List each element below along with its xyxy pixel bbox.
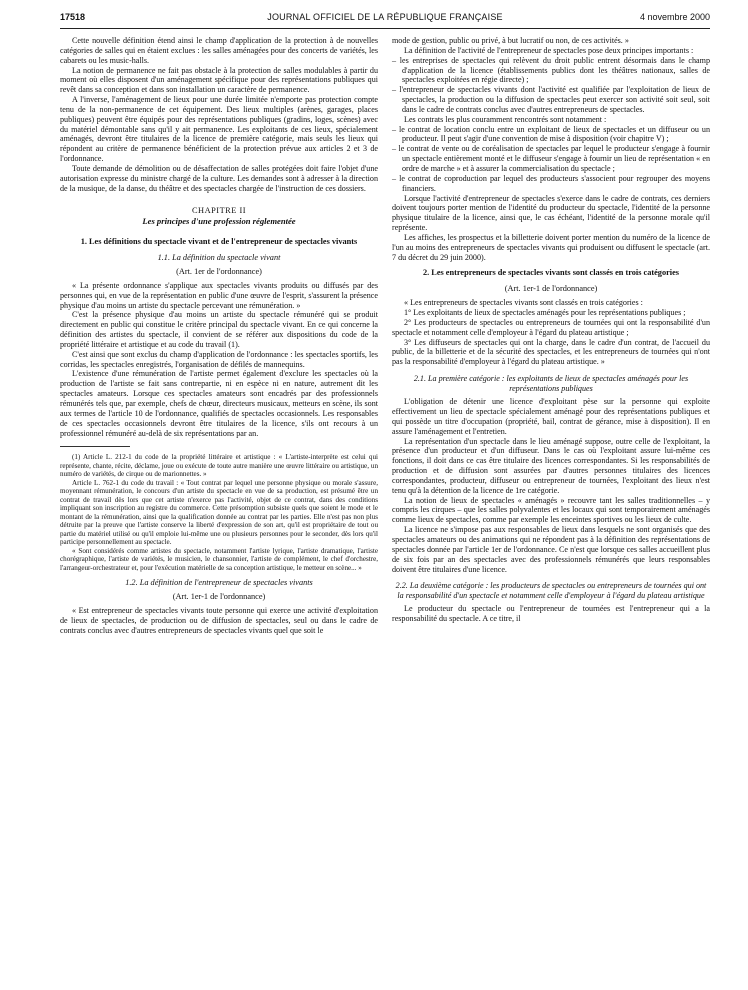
paragraph: La définition de l'activité de l'entrepreneur de spectacles pose deux principes importants : xyxy=(404,45,694,55)
list-item: – le contrat de coproduction par lequel des producteurs s'associent pour regrouper des moyens financiers. xyxy=(392,173,710,193)
paragraph: Les contrats les plus couramment rencontrés sont notamment : xyxy=(404,114,607,124)
article-reference: (Art. 1er-1 de l'ordonnance) xyxy=(172,592,266,602)
list-item: 2° Les producteurs de spectacles ou entrepreneurs de tournées qui ont la responsabilité d'un spectacle et notamment celle d'employeur à l'égard du plateau artistique ; xyxy=(392,317,710,337)
paragraph: Lorsque l'activité d'entrepreneur de spectacles s'exerce dans le cadre de contrats, ces derniers doivent toujours porter mention de l'identité du producteur du spectacle, l'identité de la personne physique titulaire de la licence, ainsi que, le cas échéant, l'identité de la personne morale qu'il représente. xyxy=(392,193,710,233)
section-heading: 2. Les entrepreneurs de spectacles vivants sont classés en trois catégories xyxy=(422,268,680,278)
list-item: 1° Les exploitants de lieux de spectacles aménagés pour les représentations publiques ; xyxy=(404,308,686,318)
paragraph: L'obligation de détenir une licence d'exploitant pèse sur la personne qui exploite effectivement un lieu de spectacle spécialement aménagé pour des représentations publiques et qui possède un titre d'occupation (propriété, bail, contrat de gérance, mise à disposition). Il en assure l'aménagement et l'entretien. xyxy=(392,397,710,436)
paragraph: Cette nouvelle définition étend ainsi le champ d'application de la protection à de nouvelles catégories de salles qui en étaient exclues : les salles aménagées pour des concerts de variétés, les cabarets ou les music-halls. xyxy=(60,36,378,65)
journal-title: JOURNAL OFFICIEL DE LA RÉPUBLIQUE FRANÇAISE xyxy=(267,12,503,22)
page-header xyxy=(60,12,710,28)
paragraph: La licence ne s'impose pas aux responsables de lieux dans lesquels ne sont organisés que des spectacles amateurs ou des animations qui ne répondent pas à la définition des représentations de spectacles donnée par l'article 1er de l'ordonnance. Ce n'est que lorsque ces salles accueillent plus de six fois par an des spectacles avec des professionnels rémunérés que leurs responsables doivent être titulaires d'une licence. xyxy=(392,525,710,574)
list-item: – le contrat de vente ou de coréalisation de spectacles par lequel le producteur s'engage à fournir un spectacle entièrement monté et le diffuseur s'engage à fournir un lieu de représentation « en ordre de marche » et à assurer la commercialisation du spectacle ; xyxy=(392,144,710,173)
right-column xyxy=(392,36,710,624)
subsection-heading: 2.2. La deuxième catégorie : les producteurs de spectacles ou entrepreneurs de tournées qui ont la responsabilité d'un spectacle et notamment celle d'employeur à l'égard du plateau artistique xyxy=(395,581,707,600)
footnote-rule xyxy=(60,446,130,447)
footnotes xyxy=(60,453,378,572)
article-reference: (Art. 1er de l'ordonnance) xyxy=(176,267,262,277)
paragraph: mode de gestion, public ou privé, à but lucratif ou non, de ces activités. » xyxy=(392,36,629,45)
subsection-heading: 1.1. La définition du spectacle vivant xyxy=(157,253,281,263)
quotation: « Est entrepreneur de spectacles vivants toute personne qui exerce une activité d'exploitation de lieux de spectacles, de production ou de diffusion de spectacles, seul ou dans le cadre de contrats conclus avec d'autres entrepreneurs de spectacles vivants quel que soit le xyxy=(60,606,378,635)
chapter-heading: CHAPITRE II xyxy=(191,205,247,215)
paragraph: L'existence d'une rémunération de l'artiste permet également d'exclure les spectacles où la production de l'artiste se fait sans contrepartie, ni en espèce ni en nature, autrement dit les spectacles amateurs. Lorsque ces spectacles amateurs sont encadrés par des professionnels rémunérés tels que, par exemple, chefs de chœur, directeurs musicaux, metteurs en scène, ils sont aux termes de l'article 10 de l'ordonnance, qualifiés de spectacles occasionnels. Les responsables de ces spectacles occasionnels devront être titulaires de la licence, s'ils ont recours à un professionnel rémunéré au-delà de six représentations par an. xyxy=(60,369,378,438)
issue-date: 4 novembre 2000 xyxy=(639,12,710,22)
quotation: « La présente ordonnance s'applique aux spectacles vivants produits ou diffusés par des personnes qui, en vue de la représentation en public d'une œuvre de l'esprit, s'assurent la présence physique d'au moins un artiste du spectacle percevant une rémunération. » xyxy=(60,280,378,310)
paragraph: A l'inverse, l'aménagement de lieux pour une durée limitée n'emporte pas protection compte tenu de la non-permanence de cet équipement. Des lieux multiples (arènes, garages, places publiques) peuvent être équipés pour des représentations publiques (gradins, loges, scènes) avec du matériel démontable sans qu'il y ait permanence. Les exploitants de ces lieux, spécialement aménagés, devront être titulaires de la licence de première catégorie, mais seuls les lieux qui répondent au critère de permanence bénéficient de la protection prévue aux articles 2 et 3 de l'ordonnance. xyxy=(60,95,378,164)
list-item: – le contrat de location conclu entre un exploitant de lieux de spectacles et un diffuseur ou un producteur. Il peut s'agir d'une convention de mise à disposition (voir chapitre V) ; xyxy=(392,124,710,144)
section-heading: 1. Les définitions du spectacle vivant et de l'entrepreneur de spectacles vivants xyxy=(80,237,358,247)
paragraph: Le producteur du spectacle ou l'entrepreneur de tournées est l'entrepreneur qui a la responsabilité du spectacle. A ce titre, il xyxy=(392,604,710,624)
paragraph: Toute demande de démolition ou de désaffectation de salles protégées doit faire l'objet d'une autorisation expresse du ministre chargé de la culture. Les demandes sont à adresser à la direction de la musique, de la danse, du théâtre et des spectacles chargée de l'instruction de ces dossiers. xyxy=(60,163,378,193)
footnote: Article L. 762-1 du code du travail : « Tout contrat par lequel une personne physique ou morale s'assure, moyennant rémunération, le concours d'un artiste du spectacle en vue de sa production, est présumé être un contrat de travail dès lors que cet artiste n'exerce pas l'activité, objet de ce contrat, dans des conditions impliquant son inscription au registre du commerce. Cette présomption subsiste quels que soient le mode et le montant de la rémunération, ainsi que la qualification donnée au contrat par les parties. Elle n'est pas non plus détruite par la preuve que l'artiste conserve la liberté d'expression de son art, qu'il est propriétaire de tout ou partie du matériel utilisé ou qu'il emploie lui-même une ou plusieurs personnes pour le seconder, dès lors qu'il participe personnellement au spectacle. xyxy=(60,478,378,547)
header-rule xyxy=(60,28,710,29)
paragraph: La notion de permanence ne fait pas obstacle à la protection de salles modulables à partir du moment où elles disposent d'un aménagement spécifique pour des représentations publiques qui revêt dans sa conception et dans son installation un caractère de permanence. xyxy=(60,65,378,95)
footnote: (1) Article L. 212-1 du code de la propriété littéraire et artistique : « L'artiste-interprète est celui qui représente, chante, récite, déclame, joue ou exécute de toute autre manière une œuvre littéraire ou artistique, un numéro de variétés, de cirque ou de marionnettes. » xyxy=(60,453,378,479)
paragraph: C'est la présence physique d'au moins un artiste du spectacle rémunéré qui se produit directement en public qui constitue le critère principal du spectacle vivant. En ce qui concerne la définition des artistes du spectacle, il convient de se référer aux dispositions du code de la propriété littéraire et artistique et au code du travail (1). xyxy=(60,310,378,349)
footnote: « Sont considérés comme artistes du spectacle, notamment l'artiste lyrique, l'artiste dramatique, l'artiste chorégraphique, l'artiste de variétés, le musicien, le chansonnier, l'artiste de complément, le chef d'orchestre, l'arrangeur-orchestrateur et, pour l'exécution matérielle de sa conception artistique, le metteur en scène... » xyxy=(60,546,378,572)
paragraph: Les affiches, les prospectus et la billetterie doivent porter mention du numéro de la licence de l'un au moins des entrepreneurs de spectacles vivants qui produisent ou diffusent le spectacle (art. 7 du décret du 29 juin 2000). xyxy=(392,232,710,262)
subsection-heading: 2.1. La première catégorie : les exploitants de lieux de spectacles aménagés pour les représentations publiques xyxy=(413,374,689,393)
article-reference: (Art. 1er-1 de l'ordonnance) xyxy=(504,284,598,294)
chapter-title: Les principes d'une profession réglementée xyxy=(142,216,296,227)
subsection-heading: 1.2. La définition de l'entrepreneur de spectacles vivants xyxy=(125,578,313,588)
paragraph: C'est ainsi que sont exclus du champ d'application de l'ordonnance : les spectacles sportifs, les corridas, les spectacles enregistrés, l'organisation de défilés de mannequins. xyxy=(60,349,378,369)
list-item: – l'entrepreneur de spectacles vivants dont l'activité est qualifiée par l'exploitation de lieux de spectacles, la production ou la diffusion de spectacles peut exercer son activité soit seul, soit dans le cadre de contrats conclus avec d'autres entrepreneurs de spectacles. xyxy=(392,85,710,114)
paragraph: La notion de lieux de spectacles « aménagés » recouvre tant les salles traditionnelles – y compris les cirques – que les salles polyvalentes et les locaux qui sont temporairement aménagés comme lieux de spectacles, comme par exemple les enceintes sportives ou les lieux de culte. xyxy=(392,495,710,525)
paragraph: La représentation d'un spectacle dans le lieu aménagé suppose, outre celle de l'exploitant, la présence d'un producteur et d'un diffuseur. Dans le cas où l'exploitant assure lui-même ces fonctions, il doit dans ce cas être titulaire des licences correspondantes. Si les responsabilités de production et de diffusion sont assurées par d'autres personnes titulaires des licences correspondantes, producteur, diffuseur ou entrepreneur de tournées, l'exploitant des lieux n'est tenu qu'à la détention de la licence de 1re catégorie. xyxy=(392,436,710,495)
list-item: 3° Les diffuseurs de spectacles qui ont la charge, dans le cadre d'un contrat, de l'accueil du public, de la billetterie et de la sécurité des spectacles, et les entrepreneurs de tournées qui n'ont pas la responsabilité d'employeur à l'égard du plateau artistique. » xyxy=(392,337,710,367)
list-item: – les entreprises de spectacles qui relèvent du droit public entrent désormais dans le champ d'application de la licence (établissements publics dont les théâtres nationaux, salles de spectacles exploitées en régie directe) ; xyxy=(392,55,710,85)
page-number: 17518 xyxy=(60,12,86,22)
left-column xyxy=(60,36,378,636)
quotation: « Les entrepreneurs de spectacles vivants sont classés en trois catégories : xyxy=(404,298,643,308)
